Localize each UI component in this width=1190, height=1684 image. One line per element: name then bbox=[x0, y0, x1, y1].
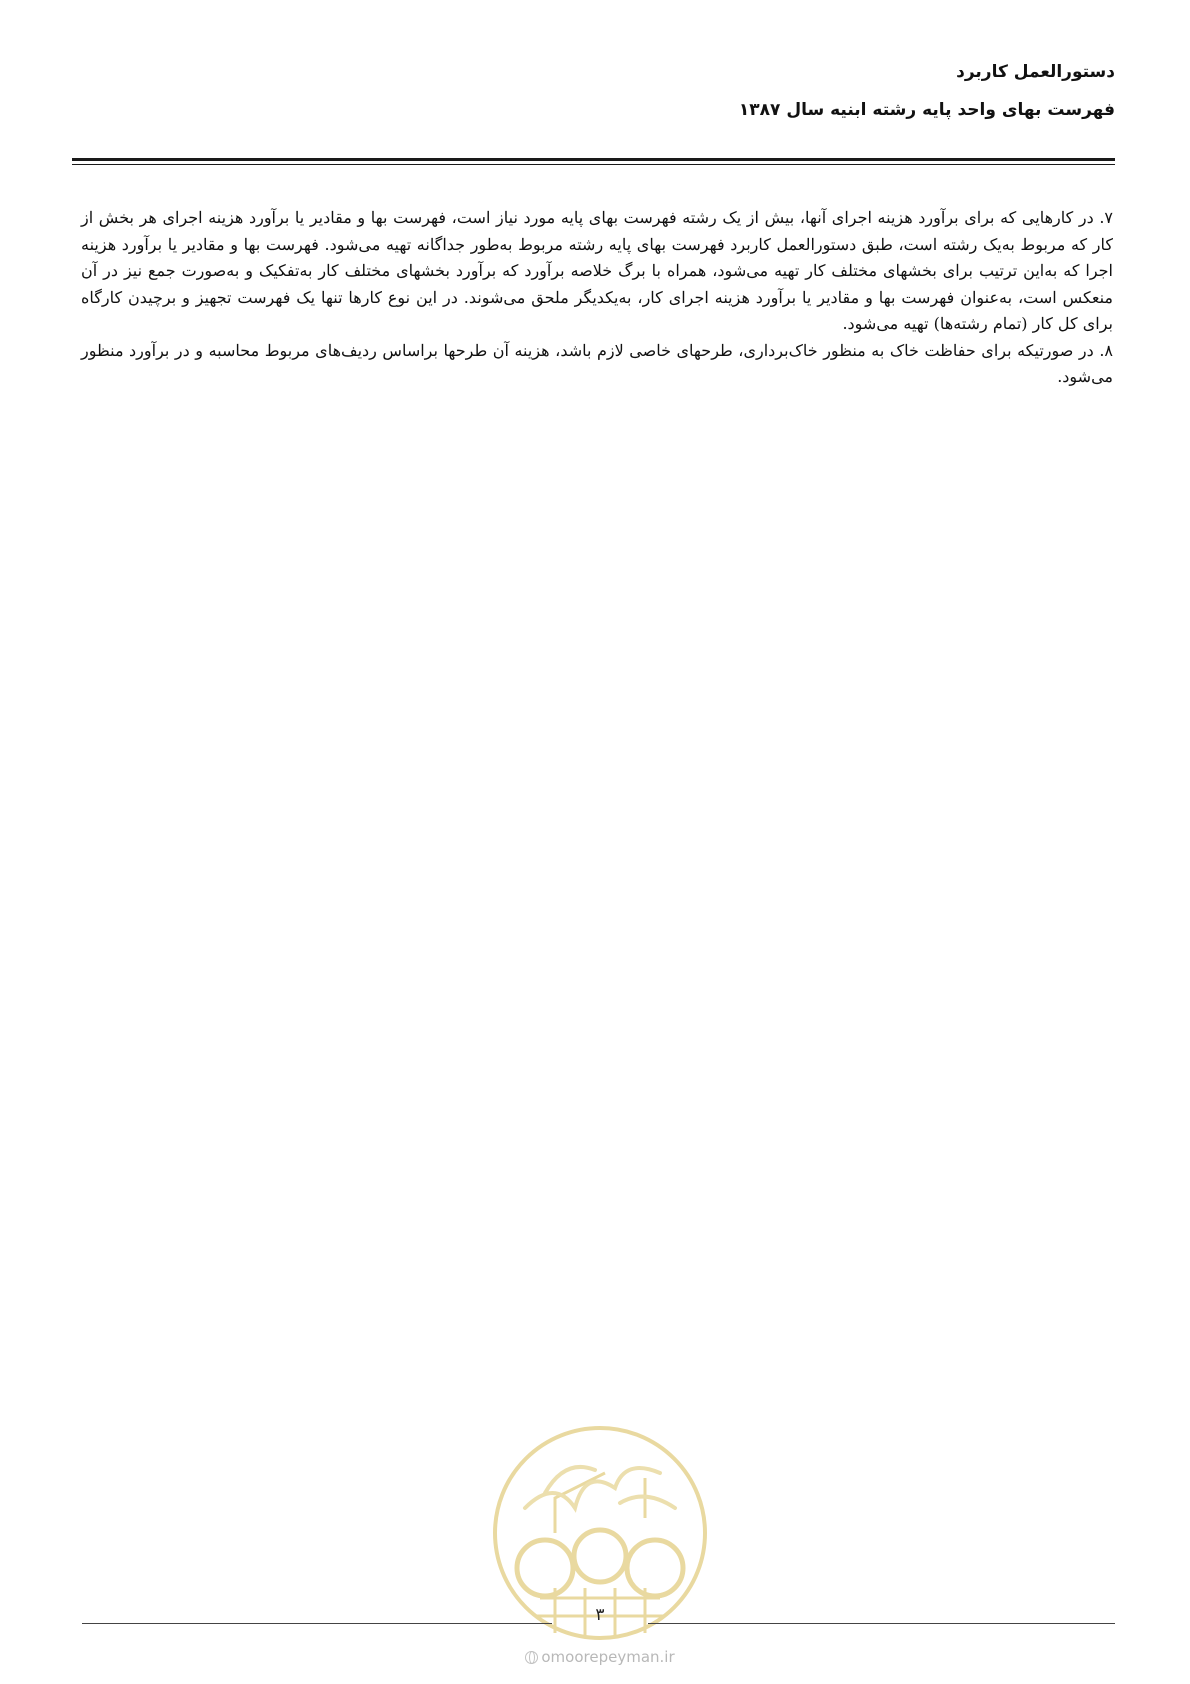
website-footer bbox=[500, 1648, 700, 1666]
document-title: دستورالعمل کاربرد bbox=[956, 62, 1115, 82]
page-header bbox=[75, 60, 1115, 122]
document-subtitle: فهرست بهای واحد پایه رشته ابنیه سال ۱۳۸۷ bbox=[738, 100, 1115, 120]
globe-icon bbox=[525, 1651, 538, 1664]
page-number: ۳ bbox=[595, 1605, 605, 1625]
footer-divider-right bbox=[648, 1623, 1115, 1624]
paragraph-7: ۷. در کارهایی که برای برآورد هزینه اجرای آنها، بیش از یک رشته فهرست بهای پایه مورد نیاز است، فهرست بها و مقادیر یا برآورد هزینه اجرای هر بخش از کار که مربوط به‌یک رشته است، طبق دستورالعمل کاربرد فهرست بهای پایه رشته مربوط به‌طور جداگانه تهیه می‌شود. فهرست بها و مقادیر یا برآورد هزینه اجرا که به‌این ترتیب برای بخشهای مختلف کار تهیه می‌شود، همراه با برگ خلاصه برآورد که برآورد بخشهای مختلف کار به‌تفکیک و به‌صورت جمع نیز در آن منعکس است، به‌عنوان فهرست بها و مقادیر یا برآورد هزینه اجرای کار، به‌یکدیگر ملحق می‌شوند. در این نوع کارها تنها یک فهرست تجهیز و برچیدن کارگاه برای کل کار (تمام رشته‌ها) تهیه می‌شود. bbox=[81, 208, 1113, 333]
footer-divider-left bbox=[82, 1623, 552, 1624]
website-label: omoorepeyman.ir bbox=[541, 1648, 675, 1666]
header-divider-thick bbox=[72, 158, 1115, 161]
header-divider-thin bbox=[72, 164, 1115, 165]
document-body bbox=[81, 205, 1113, 391]
paragraph-8: ۸. در صورتیکه برای حفاظت خاک به منظور خاک‌برداری، طرحهای خاصی لازم باشد، هزینه آن طرحها براساس ردیف‌های مربوط محاسبه و در برآورد منظور می‌شود. bbox=[81, 340, 1113, 386]
